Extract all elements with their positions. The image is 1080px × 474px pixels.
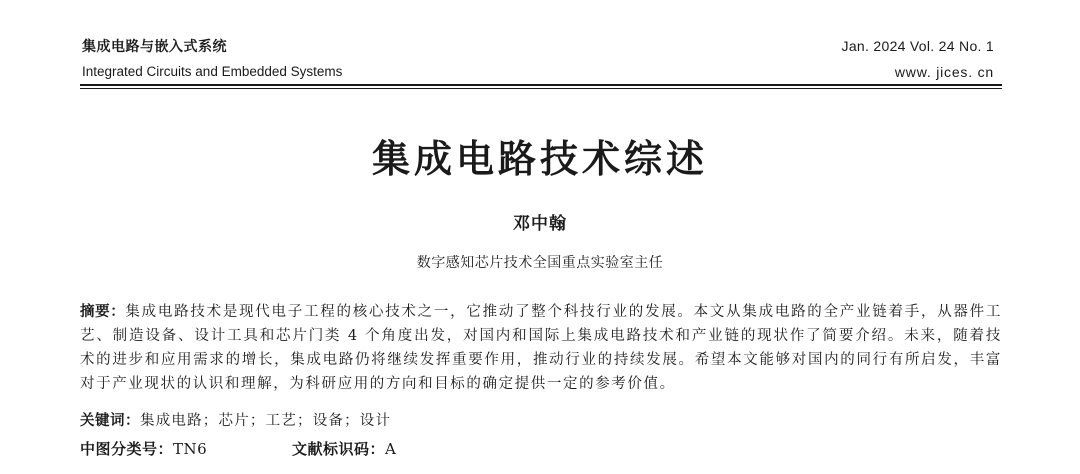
abstract-text: 集成电路技术是现代电子工程的核心技术之一，它推动了整个科技行业的发展。本文从集成电路的全产业链着手，从器件工艺、制造设备、设计工具和芯片门类 4 个角度出发，对国内和国际上集成电路技术和产业链的现状作了简要介绍。未来，随着技术的进步和应用需求的增长，集成电路仍将继续发挥重要作用，推动行业的持续发展。希望本文能够对国内的同行有所启发，丰富对于产业现状的认识和理解，为科研应用的方向和目标的确定提供一定的参考价值。 (80, 304, 1003, 392)
keywords-line (80, 409, 391, 430)
document-code-label: 文献标识码： (292, 440, 386, 458)
keywords-label: 关键词： (80, 413, 140, 429)
abstract-paragraph (80, 300, 1002, 396)
issue-info: Jan. 2024 Vol. 24 No. 1 (841, 38, 994, 54)
document-code-value: A (385, 440, 397, 458)
article-author: 邓中翰 (513, 214, 567, 234)
document-code-line (292, 438, 396, 459)
classification-value: TN6 (173, 440, 208, 458)
author-affiliation: 数字感知芯片技术全国重点实验室主任 (416, 255, 664, 271)
journal-name-cn: 集成电路与嵌入式系统 (82, 39, 227, 55)
classification-label: 中图分类号： (80, 440, 174, 458)
header-rule-thick (80, 84, 1002, 86)
keywords-text: 集成电路；芯片；工艺；设备；设计 (140, 413, 392, 429)
classification-line (80, 438, 207, 459)
abstract-label: 摘要： (80, 304, 126, 320)
article-title: 集成电路技术综述 (371, 137, 708, 181)
journal-name-en: Integrated Circuits and Embedded Systems (82, 64, 343, 79)
journal-website: www. jices. cn (894, 64, 994, 80)
header-rule-thin (80, 88, 1002, 89)
